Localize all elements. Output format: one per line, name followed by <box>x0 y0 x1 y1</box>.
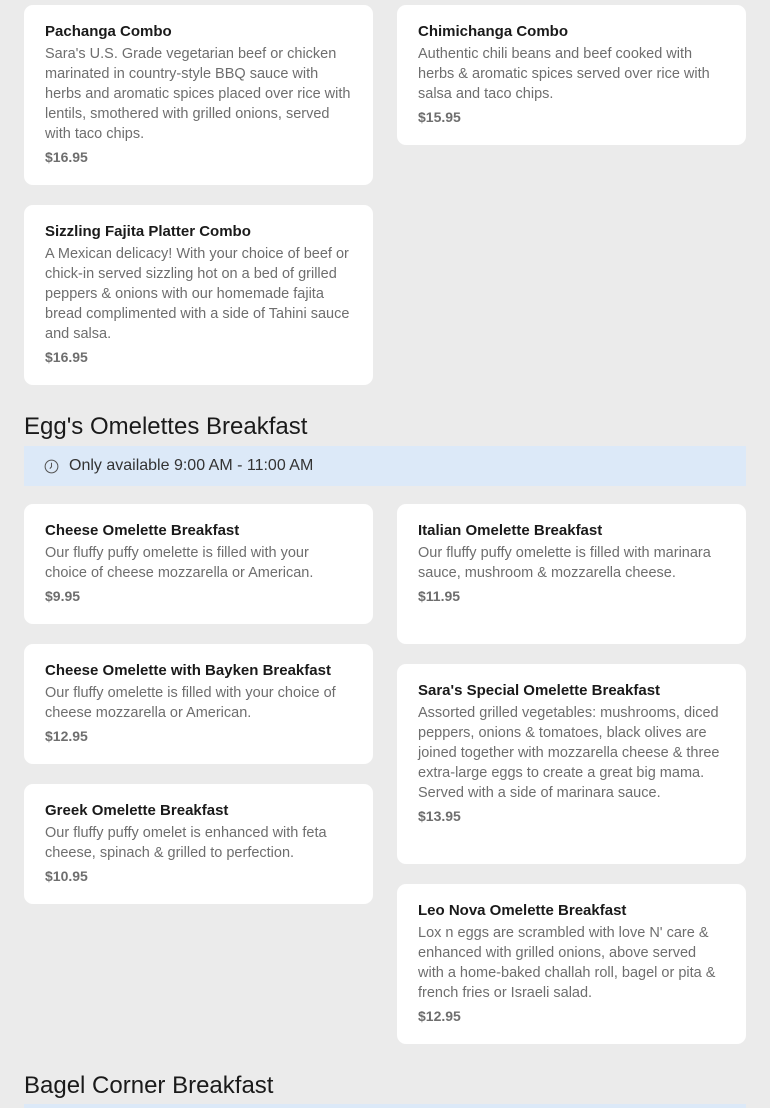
menu-item-card[interactable] <box>397 884 746 1044</box>
bagel-notice-edge <box>24 1104 746 1108</box>
menu-item-price: $10.95 <box>45 868 88 884</box>
section-title-bagel: Bagel Corner Breakfast <box>24 1072 274 1099</box>
menu-item-description: Lox n eggs are scrambled with love N' care & enhanced with grilled onions, above served with a home-baked challah roll, bagel or pita & french fries or Israeli salad. <box>418 925 716 1001</box>
menu-item-card[interactable] <box>397 664 746 864</box>
menu-item-price: $15.95 <box>418 109 461 125</box>
menu-item-name: Cheese Omelette Breakfast <box>45 522 240 539</box>
menu-item-price: $13.95 <box>418 808 461 824</box>
menu-item-description: Our fluffy puffy omelet is enhanced with feta cheese, spinach & grilled to perfection. <box>45 825 327 861</box>
menu-item-price: $16.95 <box>45 149 88 165</box>
clock-icon <box>44 459 59 474</box>
menu-item-description: Our fluffy omelette is filled with your choice of cheese mozzarella or American. <box>45 685 336 721</box>
menu-item-price: $9.95 <box>45 588 81 604</box>
availability-notice-text: Only available 9:00 AM - 11:00 AM <box>69 457 314 474</box>
menu-item-name: Italian Omelette Breakfast <box>418 522 603 539</box>
menu-item-description: Our fluffy puffy omelette is filled with your choice of cheese mozzarella or American. <box>45 545 314 581</box>
menu-item-price: $16.95 <box>45 349 88 365</box>
menu-item-card[interactable] <box>397 5 746 145</box>
menu-item-name: Sizzling Fajita Platter Combo <box>45 223 251 240</box>
section-title-eggs: Egg's Omelettes Breakfast <box>24 413 308 440</box>
menu-item-description: Sara's U.S. Grade vegetarian beef or chicken marinated in country-style BBQ sauce with herbs and aromatic spices placed over rice with lentils, smothered with grilled onions, served with taco chips. <box>45 46 351 142</box>
menu-item-name: Pachanga Combo <box>45 23 172 40</box>
menu-item-description: A Mexican delicacy! With your choice of beef or chick-in served sizzling hot on a bed of grilled peppers & onions with our homemade fajita bread complimented with a side of Tahini sauce and salsa. <box>45 246 350 342</box>
menu-item-price: $11.95 <box>418 588 461 604</box>
menu-item-card[interactable] <box>24 784 373 904</box>
menu-item-card[interactable] <box>397 504 746 644</box>
menu-item-price: $12.95 <box>418 1008 461 1024</box>
menu-item-card[interactable] <box>24 644 373 764</box>
menu-item-name: Cheese Omelette with Bayken Breakfast <box>45 662 331 679</box>
menu-item-description: Authentic chili beans and beef cooked with herbs & aromatic spices served over rice with salsa and taco chips. <box>418 46 710 102</box>
menu-item-description: Assorted grilled vegetables: mushrooms, diced peppers, onions & tomatoes, black olives are joined together with mozzarella cheese & three extra-large eggs to create a great big mama. Served with a side of marinara sauce. <box>418 705 720 801</box>
menu-item-card[interactable] <box>24 205 373 385</box>
menu-item-price: $12.95 <box>45 728 88 744</box>
availability-notice <box>24 446 746 486</box>
menu-item-name: Chimichanga Combo <box>418 23 569 40</box>
menu-item-name: Leo Nova Omelette Breakfast <box>418 902 627 919</box>
menu-item-card[interactable] <box>24 504 373 624</box>
menu-item-card[interactable] <box>24 5 373 185</box>
menu-item-name: Greek Omelette Breakfast <box>45 802 229 819</box>
menu-item-name: Sara's Special Omelette Breakfast <box>418 682 661 699</box>
menu-item-description: Our fluffy puffy omelette is filled with marinara sauce, mushroom & mozzarella cheese. <box>418 545 711 581</box>
